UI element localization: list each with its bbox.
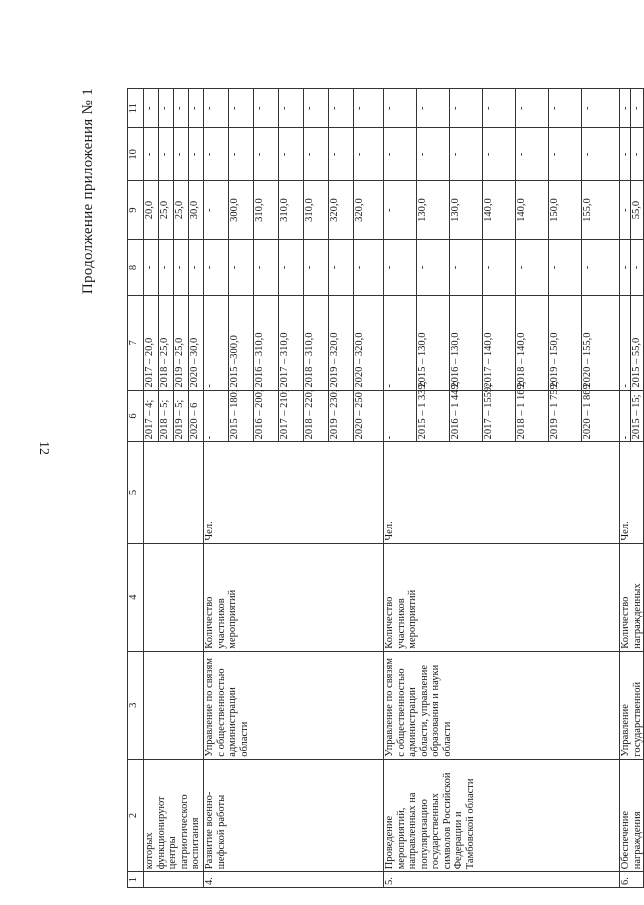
cell-value: - (254, 128, 279, 180)
column-header: 1 (128, 872, 144, 888)
cell-value: 2019 – 230; (329, 391, 354, 442)
cell-value: - (144, 240, 159, 295)
cell-value: - (582, 152, 593, 157)
cell-value: 30,0 (189, 200, 200, 220)
cell-value: 2015 – 1 339; (417, 391, 450, 442)
cell-value: - (254, 89, 279, 127)
cell-unit: Чел. (204, 442, 384, 543)
cell-value: 2018 – 310,0 (304, 296, 329, 390)
cell-value: - (549, 89, 582, 127)
cell-value: - (144, 89, 159, 127)
cell-value: - (354, 152, 365, 157)
cell-c8 (620, 239, 644, 295)
cell-executor (144, 651, 204, 759)
page-number: 12 (36, 441, 51, 455)
cell-value: 2020 – 6 (189, 402, 200, 440)
cell-value: 2017 – 4; (144, 391, 159, 442)
cell-executor: Управление по связям с общественностью администрации области, управление образования и науки области (384, 651, 620, 759)
cell-value: - (549, 128, 582, 180)
cell-c9 (204, 181, 384, 240)
cell-value: - (582, 106, 593, 110)
cell-value: 2019 – 150,0 (549, 296, 582, 390)
table-row (144, 89, 204, 888)
cell-value: 320,0 (354, 198, 365, 222)
cell-value: 310,0 (279, 181, 304, 239)
cell-value: - (174, 89, 189, 127)
cell-value: - (229, 240, 254, 295)
cell-value: - (254, 240, 279, 295)
cell-value: - (450, 128, 483, 180)
cell-value: - (229, 89, 254, 127)
cell-value: 140,0 (516, 181, 549, 239)
cell-value: - (304, 240, 329, 295)
cell-value: 25,0 (159, 181, 174, 239)
cell-value: 2015 – 55,0 (631, 337, 642, 388)
column-header: 7 (128, 296, 144, 391)
cell-c7 (144, 296, 204, 391)
cell-value: 310,0 (254, 181, 279, 239)
cell-value: - (304, 89, 329, 127)
cell-value: 25,0 (174, 181, 189, 239)
cell-value: 310,0 (304, 181, 329, 239)
cell-value: - (204, 296, 229, 390)
cell-c8 (384, 239, 620, 295)
cell-value: - (631, 106, 642, 110)
cell-value: - (204, 391, 229, 442)
cell-value: - (174, 128, 189, 180)
cell-value: - (384, 240, 417, 295)
cell-executor: Управление государственной (620, 651, 644, 759)
cell-value: - (204, 89, 229, 127)
cell-value: - (631, 152, 642, 157)
cell-value: - (516, 240, 549, 295)
cell-c11 (204, 89, 384, 128)
cell-value: 2018 – 25,0 (159, 296, 174, 390)
cell-value: 2017 – 310,0 (279, 296, 304, 390)
column-header: 9 (128, 181, 144, 240)
cell-value: - (620, 89, 631, 127)
cell-num: 4. (204, 872, 384, 888)
cell-value: - (189, 152, 200, 157)
cell-c7 (384, 296, 620, 391)
cell-c10 (620, 128, 644, 181)
cell-value: - (620, 391, 631, 442)
cell-value: 2018 – 140,0 (516, 296, 549, 390)
cell-c8 (144, 239, 204, 295)
cell-value: - (159, 240, 174, 295)
column-header: 6 (128, 390, 144, 442)
cell-num: 5. (384, 872, 620, 888)
cell-num (144, 872, 204, 888)
cell-value: 2017 – 20,0 (144, 296, 159, 390)
cell-value: - (516, 128, 549, 180)
cell-value: - (620, 128, 631, 180)
cell-value: 2019 – 320,0 (329, 296, 354, 390)
column-header: 5 (128, 442, 144, 543)
budget-table (127, 88, 644, 888)
cell-c11 (620, 89, 644, 128)
cell-value: - (549, 240, 582, 295)
cell-value: 320,0 (329, 181, 354, 239)
cell-value: 2015 – 130,0 (417, 296, 450, 390)
cell-value: - (417, 240, 450, 295)
cell-value: - (174, 240, 189, 295)
column-header: 4 (128, 543, 144, 651)
cell-value: - (354, 106, 365, 110)
cell-value: 2020 – 320,0 (354, 332, 365, 388)
cell-value: - (144, 128, 159, 180)
cell-value: - (483, 128, 516, 180)
cell-value: - (450, 240, 483, 295)
cell-event: Проведение мероприятий, направленных на популяризацию государственных символов Российской Федерации и Тамбовской области (384, 759, 620, 872)
cell-c6 (384, 381, 620, 442)
cell-value: - (159, 128, 174, 180)
cell-c6 (620, 390, 644, 442)
cell-value: 155,0 (582, 198, 593, 222)
cell-value: - (384, 89, 417, 127)
cell-value: 2016 – 310,0 (254, 296, 279, 390)
cell-c11 (384, 89, 620, 128)
cell-value: 2018 – 220; (304, 391, 329, 442)
cell-value: - (384, 296, 417, 390)
cell-value: - (620, 181, 631, 239)
cell-value: - (329, 89, 354, 127)
cell-value: - (279, 240, 304, 295)
column-header: 8 (128, 239, 144, 295)
cell-c10 (144, 128, 204, 181)
cell-value: - (450, 89, 483, 127)
column-header: 10 (128, 128, 144, 181)
cell-value: 150,0 (549, 181, 582, 239)
cell-unit (144, 442, 204, 543)
cell-value: - (329, 128, 354, 180)
column-header: 3 (128, 651, 144, 759)
cell-value: 20,0 (144, 181, 159, 239)
cell-num: 6. (620, 872, 644, 888)
cell-value: - (279, 89, 304, 127)
cell-c10 (384, 128, 620, 181)
cell-unit: Чел. (620, 442, 644, 543)
cell-value: 2016 – 130,0 (450, 296, 483, 390)
cell-value: 2016 – 200; (254, 391, 279, 442)
cell-value: - (631, 265, 642, 270)
cell-value: - (329, 240, 354, 295)
cell-value: - (189, 106, 200, 110)
cell-event: Обеспечение награждения (620, 759, 644, 872)
cell-value: 2020 – 155,0 (582, 332, 593, 388)
cell-value: 2020 – 30,0 (189, 337, 200, 388)
cell-value: - (384, 128, 417, 180)
cell-c11 (144, 89, 204, 128)
cell-indicator: Количество участников мероприятий (204, 543, 384, 651)
cell-value: 2019 – 25,0 (174, 296, 189, 390)
cell-value: 2019 – 5; (174, 391, 189, 442)
cell-value: 55,0 (631, 200, 642, 220)
table-row (384, 89, 620, 888)
cell-event: которых функционируют центры патриотического воспитания (144, 759, 204, 872)
cell-c9 (144, 181, 204, 240)
cell-value: - (384, 391, 417, 442)
cell-value: - (354, 265, 365, 270)
cell-value: 130,0 (450, 181, 483, 239)
cell-indicator: Количество награжденных (620, 543, 644, 651)
cell-event: Развитие военно-шефской работы (204, 759, 384, 872)
cell-value: 2017 – 210; (279, 391, 304, 442)
cell-value: 140,0 (483, 181, 516, 239)
cell-value: 130,0 (417, 181, 450, 239)
column-header: 11 (128, 89, 144, 128)
cell-value: - (279, 128, 304, 180)
cell-c9 (620, 181, 644, 240)
cell-c6 (144, 390, 204, 442)
header-row (128, 89, 144, 888)
cell-c6 (204, 390, 384, 442)
cell-value: 2015 – 180; (229, 391, 254, 442)
cell-value: - (229, 128, 254, 180)
cell-value: - (204, 181, 229, 239)
cell-value: 300,0 (229, 181, 254, 239)
cell-value: - (620, 240, 631, 295)
cell-value: - (417, 128, 450, 180)
cell-value: 2020 – 1 869 (582, 384, 593, 440)
cell-value: 2016 – 1 449; (450, 391, 483, 442)
table-row (620, 89, 644, 888)
cell-value: 2015 –300,0 (229, 296, 254, 390)
cell-value: - (204, 128, 229, 180)
column-header: 2 (128, 759, 144, 872)
cell-value: 2018 – 1 169; (516, 391, 549, 442)
appendix-title: Продолжение приложения № 1 (80, 88, 96, 295)
cell-c9 (384, 181, 620, 240)
cell-executor: Управление по связям с общественностью администрации области (204, 651, 384, 759)
cell-indicator (144, 543, 204, 651)
cell-value: - (582, 265, 593, 270)
cell-value: - (159, 89, 174, 127)
cell-value: - (384, 181, 417, 239)
cell-value: 2019 – 1 759; (549, 391, 582, 442)
cell-c7 (204, 296, 384, 391)
cell-c8 (204, 239, 384, 295)
cell-value: - (483, 240, 516, 295)
cell-c7 (620, 296, 644, 391)
cell-value: - (204, 240, 229, 295)
cell-indicator: Количество участников мероприятий (384, 543, 620, 651)
cell-value: 2018 – 5; (159, 391, 174, 442)
cell-value: 2020 – 250 (354, 392, 365, 440)
cell-value: - (620, 296, 631, 390)
cell-value: - (483, 89, 516, 127)
cell-value: - (189, 265, 200, 270)
cell-c10 (204, 128, 384, 181)
table-row (204, 89, 384, 888)
cell-value: - (417, 89, 450, 127)
cell-unit: Чел. (384, 442, 620, 543)
cell-value: 2015 – 15; (631, 394, 642, 440)
cell-value: 2017 – 1559; (483, 391, 516, 442)
cell-value: 2017 – 140,0 (483, 296, 516, 390)
rotated-page (80, 88, 643, 888)
cell-value: - (304, 128, 329, 180)
cell-value: - (516, 89, 549, 127)
